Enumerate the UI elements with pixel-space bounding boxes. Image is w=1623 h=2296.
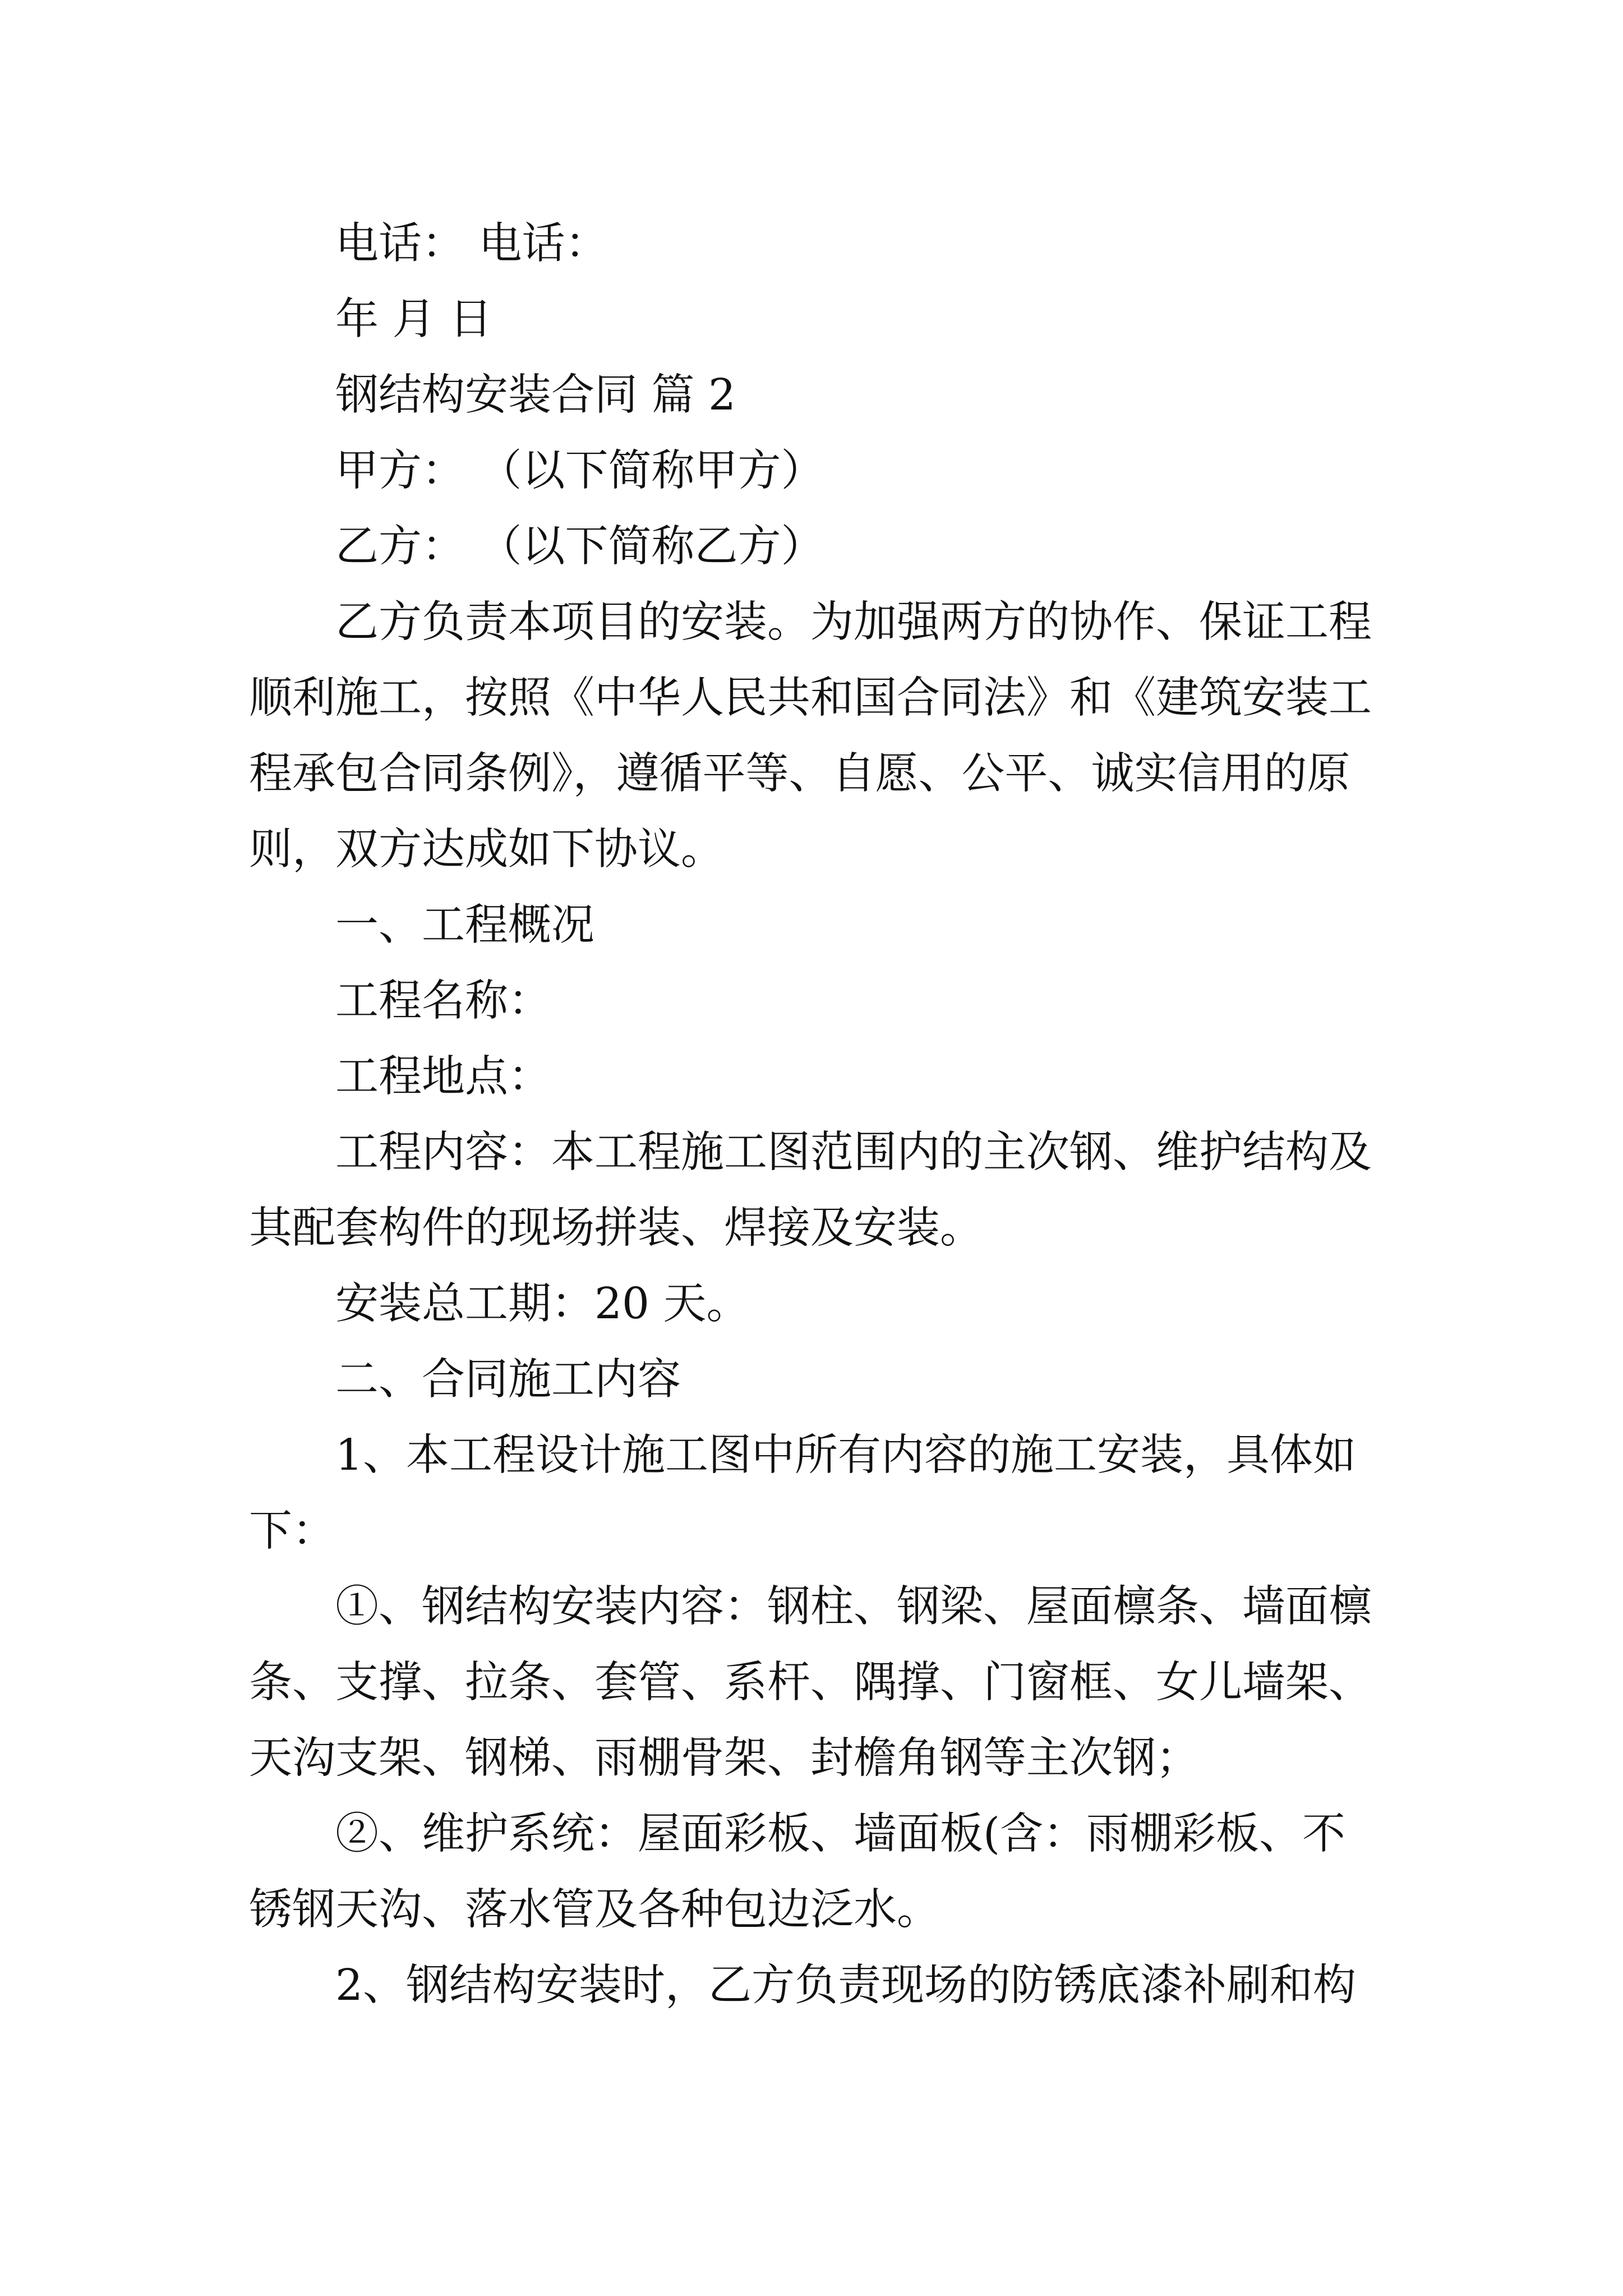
paragraph-line: 则，双方达成如下协议。 bbox=[249, 825, 724, 875]
paragraph-line: 2、钢结构安装时，乙方负责现场的防锈底漆补刷和构 bbox=[335, 1961, 1356, 2010]
contract-title: 钢结构安装合同 篇 2 bbox=[335, 370, 736, 420]
project-name-line: 工程名称： bbox=[335, 976, 551, 1026]
paragraph-line: 1、本工程设计施工图中所有内容的施工安装，具体如 bbox=[335, 1430, 1356, 1480]
party-b-line: 乙方： （以下简称乙方） bbox=[335, 522, 824, 572]
contact-phone-line: 电话： 电话： bbox=[335, 219, 608, 269]
paragraph-line: 工程内容：本工程施工图范围内的主次钢、维护结构及 bbox=[335, 1128, 1372, 1177]
paragraph-line: 天沟支架、钢梯、雨棚骨架、封檐角钢等主次钢； bbox=[249, 1733, 1199, 1783]
paragraph-line: ②、维护系统：屋面彩板、墙面板(含：雨棚彩板、不 bbox=[335, 1809, 1346, 1859]
document-body bbox=[249, 206, 1387, 2023]
project-location-line: 工程地点： bbox=[335, 1052, 551, 1102]
date-line: 年 月 日 bbox=[335, 295, 492, 344]
paragraph-line: 下： bbox=[249, 1506, 335, 1556]
paragraph-line: 锈钢天沟、落水管及各种包边泛水。 bbox=[249, 1885, 940, 1935]
section-heading: 一、工程概况 bbox=[335, 900, 594, 950]
paragraph-line: 程承包合同条例》，遵循平等、自愿、公平、诚实信用的原 bbox=[249, 749, 1350, 799]
paragraph-line: ①、钢结构安装内容：钢柱、钢梁、屋面檩条、墙面檩 bbox=[335, 1582, 1372, 1632]
paragraph-line: 其配套构件的现场拼装、焊接及安装。 bbox=[249, 1203, 983, 1253]
paragraph-line: 乙方负责本项目的安装。为加强两方的协作、保证工程 bbox=[335, 597, 1372, 647]
paragraph-line: 条、支撑、拉条、套管、系杆、隅撑、门窗框、女儿墙架、 bbox=[249, 1658, 1372, 1708]
party-a-line: 甲方： （以下简称甲方） bbox=[335, 446, 824, 496]
paragraph-line: 顺利施工，按照《中华人民共和国合同法》和《建筑安装工 bbox=[249, 673, 1372, 723]
duration-line: 安装总工期：20 天。 bbox=[335, 1279, 750, 1329]
section-heading: 二、合同施工内容 bbox=[335, 1355, 681, 1405]
